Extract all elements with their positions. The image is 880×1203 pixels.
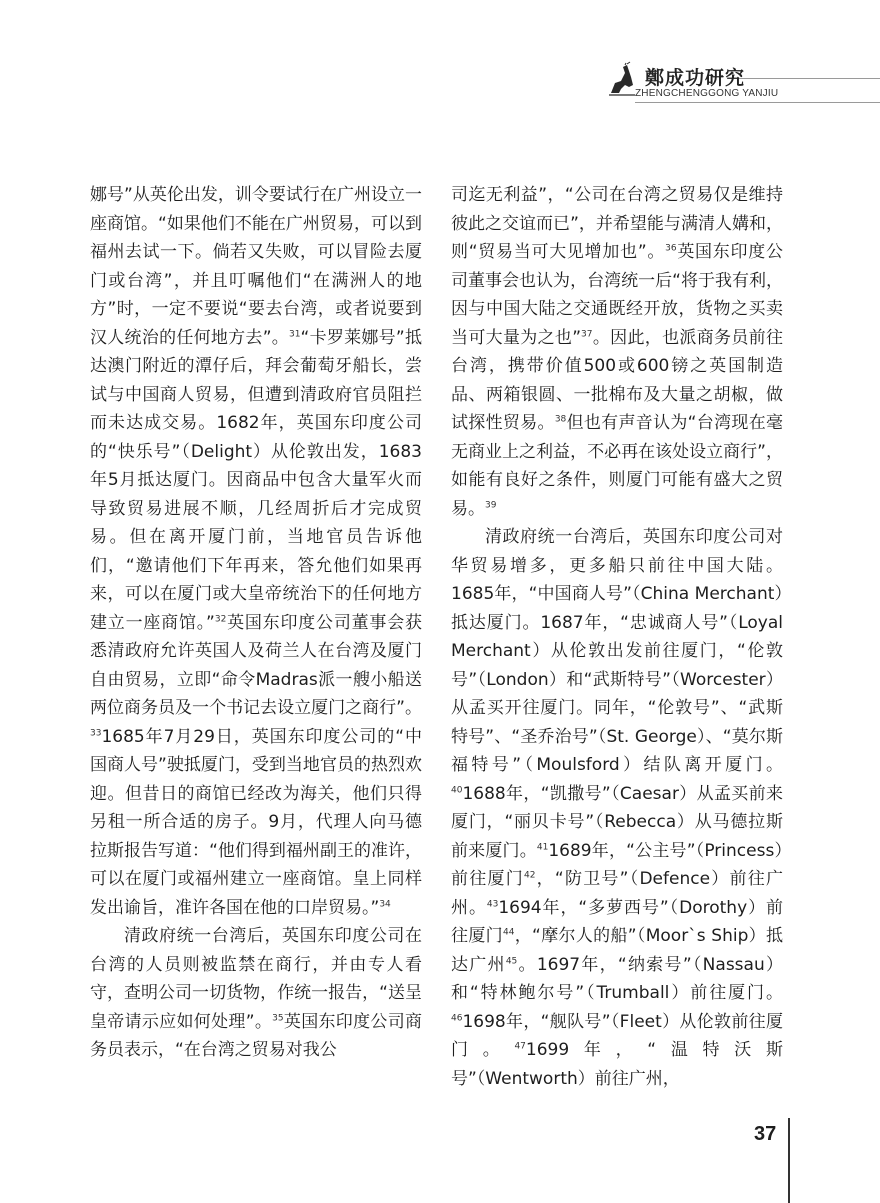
paragraph <box>90 181 422 922</box>
text-segment: 英国东印度公司商务员表示，“在台湾之贸易对我公 <box>90 1011 423 1060</box>
right-text-column <box>451 181 784 1089</box>
text-segment: 英国东印度公司董事会获悉清政府允许英国人及荷兰人在台湾及厦门自由贸易，立即“命令Madras派一艘小船送两位商务员及一个书记去设立厦门之商行”。 <box>90 612 422 718</box>
footnote-marker: 35 <box>272 1012 284 1023</box>
footnote-marker: 32 <box>214 613 227 624</box>
footnote-marker: 46 <box>451 1012 463 1023</box>
text-segment: 娜号”从英伦出发，训令要试行在广州设立一座商馆。“如果他们不能在广州贸易，可以到福州去试一下。倘若又失败，可以冒险去厦门或台湾”，并且叮嘱他们“在满洲人的地方”时，一定不要说“要去台湾，或者说要到汉人统治的任何地方去”。 <box>90 185 422 348</box>
warrior-on-horse-icon <box>607 63 637 97</box>
text-segment: 清政府统一台湾后，英国东印度公司对华贸易增多，更多船只前往中国大陆。1685年，“中国商人号”（China Merchant）抵达厦门。1687年，“忠诚商人号”（Loyal Merchant）从伦敦出发前往厦门，“伦敦号”（London）和“武斯特号”（Worcester）从孟买开往厦门。同年，“伦敦号”、“武斯特号”、“圣乔治号”（St. George）、“莫尔斯福特号”（Moulsford）结队离开厦门。 <box>451 527 783 775</box>
text-segment: 。因此，也派商务员前往台湾，携带价值500或600镑之英国制造品、两箱银圆、一批棉布及大量之胡椒，做试探性贸易。 <box>451 327 784 433</box>
footnote-marker: 43 <box>486 898 499 909</box>
paragraph <box>451 181 783 523</box>
footnote-marker: 47 <box>514 1041 526 1052</box>
running-header <box>595 55 880 115</box>
page-number: 37 <box>754 1123 777 1145</box>
footnote-marker: 42 <box>523 870 536 881</box>
header-underline <box>635 102 880 103</box>
left-text-column <box>90 181 422 1061</box>
text-segment: 1689年，“公主号”（Princess）前往厦门 <box>451 840 783 889</box>
text-segment: 英国东印度公司董事会也认为，台湾统一后“将于我有利，因与中国大陆之交通既经开放，货物之买卖当可大量为之也” <box>451 242 783 348</box>
text-segment: 1685年7月29日，英国东印度公司的“中国商人号”驶抵厦门，受到当地官员的热烈欢迎。但昔日的商馆已经改为海关，他们只得另租一所合适的房子。9月，代理人向马德拉斯报告写道：“他们得到福州副王的准许，可以在厦门或福州建立一座商馆。皇上同样发出谕旨，准许各国在他的口岸贸易。” <box>90 726 422 918</box>
text-segment: 但也有声音认为“台湾现在毫无商业上之利益，不必再在该处设立商行”，如能有良好之条件，则厦门可能有盛大之贸易。 <box>451 413 783 519</box>
footnote-marker: 36 <box>665 243 677 254</box>
footnote-marker: 45 <box>505 955 518 966</box>
text-segment: 1698年，“舰队号”（Fleet）从伦敦前往厦门。 <box>451 1011 783 1060</box>
text-segment: ，“摩尔人的船”（Moor`s Ship）抵达广州 <box>451 926 783 975</box>
text-segment: “卡罗莱娜号”抵达澳门附近的潭仔后，拜会葡萄牙船长，尝试与中国商人贸易，但遭到清政府官员阻拦而未达成交易。1682年，英国东印度公司的“快乐号”（Delight）从伦敦出发，1683年5月抵达厦门。因商品中包含大量军火而导致贸易进展不顺，几经周折后才完成贸易。但在离开厦门前，当地官员告诉他们，“邀请他们下年再来，答允他们如果再来，可以在厦门或大皇帝统治下的任何地方建立一座商馆。” <box>90 327 422 633</box>
page-number-bar <box>788 1118 790 1203</box>
footnote-marker: 37 <box>581 328 593 339</box>
paragraph <box>451 523 783 1093</box>
footnote-marker: 41 <box>536 841 549 852</box>
footnote-marker: 39 <box>485 499 497 510</box>
text-segment: ，“防卫号”（Defence）前往广州。 <box>451 869 784 918</box>
text-segment: 1699年，“温特沃斯号”（Wentworth）前往广州， <box>451 1040 783 1089</box>
footnote-marker: 40 <box>451 784 463 795</box>
footnote-marker: 33 <box>90 727 102 738</box>
journal-subtitle: ZHENGCHENGGONG YANJIU <box>635 88 779 99</box>
footnote-marker: 44 <box>502 927 515 938</box>
text-segment: 司迄无利益”，“公司在台湾之贸易仅是维持彼此之交谊而已”，并希望能与满清人媾和，则“贸易当可大见增加也”。 <box>451 185 783 262</box>
text-segment: 。1697年，“纳索号”（Nassau）和“特林鲍尔号”（Trumball）前往厦门。 <box>451 954 783 1003</box>
text-segment: 清政府统一台湾后，英国东印度公司在台湾的人员则被监禁在商行，并由专人看守，查明公司一切货物，作统一报告，“送呈皇帝请示应如何处理”。 <box>90 926 422 1032</box>
footnote-marker: 34 <box>379 898 391 909</box>
header-rule <box>740 78 880 79</box>
paragraph <box>90 922 422 1065</box>
footnote-marker: 38 <box>554 414 567 425</box>
footnote-marker: 31 <box>289 328 301 339</box>
text-segment: 1694年，“多萝西号”（Dorothy）前往厦门 <box>451 897 784 946</box>
journal-title: 鄭成功研究 <box>645 67 746 89</box>
text-segment: 1688年，“凯撒号”（Caesar）从孟买前来厦门，“丽贝卡号”（Rebecca）从马德拉斯前来厦门。 <box>451 783 783 861</box>
